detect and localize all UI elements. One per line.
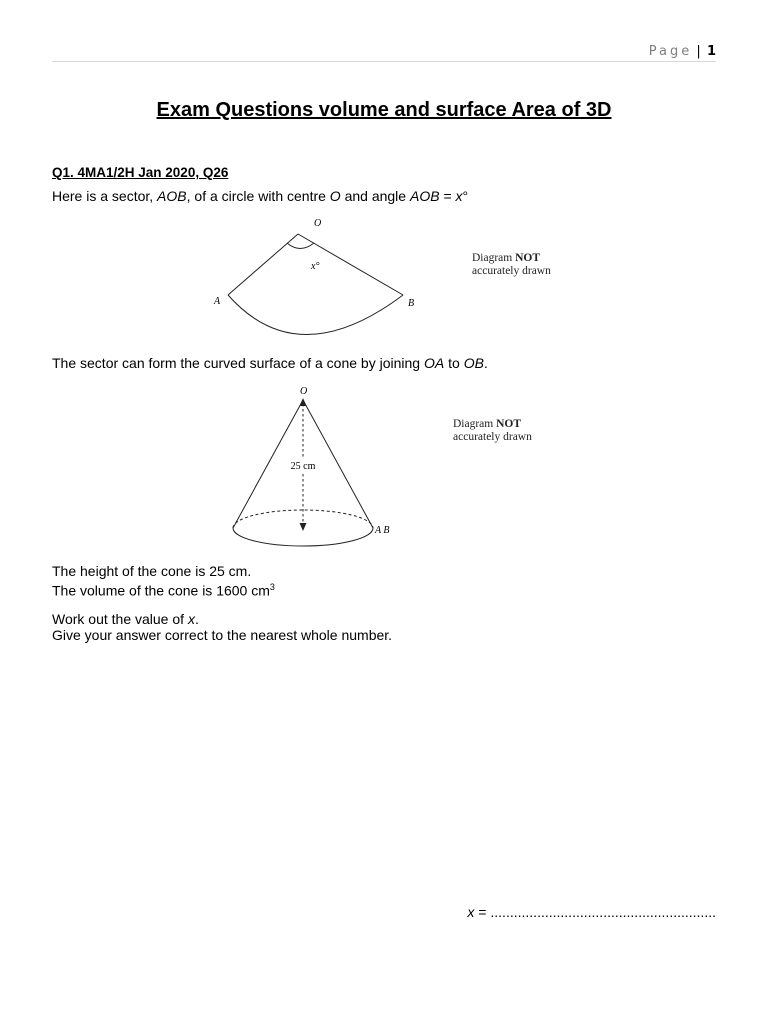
work-part: Work out the value of	[52, 611, 188, 627]
note-bold: NOT	[496, 418, 522, 430]
height-arrow-bottom	[300, 523, 307, 531]
cone-sentence-part: to	[444, 355, 464, 371]
height-label: 25 cm	[290, 461, 316, 472]
label-a: A	[214, 296, 221, 307]
note-bold: NOT	[515, 252, 541, 264]
cone-sentence-ob: OB	[463, 355, 484, 371]
angle-label: x°	[311, 261, 320, 272]
note-prefix: Diagram	[472, 252, 516, 264]
volume-text: The volume of the cone is 1600 cm	[52, 582, 270, 599]
page-title: Exam Questions volume and surface Area of 3D	[156, 99, 612, 121]
cone-sentence-part: The sector can form the curved surface of a cone by joining	[52, 355, 424, 371]
cone-label-o: O	[300, 386, 308, 397]
cone-diagram-note	[453, 418, 532, 444]
cone-sentence-part: .	[483, 355, 488, 371]
page-number: 1	[706, 44, 716, 59]
intro-part: and angle	[340, 188, 410, 204]
volume-superscript: 3	[269, 582, 275, 592]
cone-sentence	[52, 355, 488, 371]
note-prefix: Diagram	[453, 418, 497, 430]
sector-arc	[228, 295, 403, 335]
answer-dotted-field[interactable]: ..........................................................	[490, 904, 716, 920]
page-separator: |	[696, 44, 701, 59]
intro-o: O	[329, 188, 341, 204]
answer-variable: x	[467, 904, 475, 920]
page-word: Page	[648, 44, 693, 59]
cone-sentence-oa: OA	[423, 355, 445, 371]
label-o: O	[314, 218, 322, 229]
label-b: B	[408, 298, 415, 309]
work-part: .	[194, 611, 199, 627]
cone-label-ab: A B	[375, 525, 390, 536]
answer-equals: =	[474, 904, 491, 920]
page-header	[52, 44, 716, 62]
intro-x: x	[455, 188, 463, 204]
work-x: x	[187, 611, 195, 627]
sector-diagram	[200, 212, 430, 347]
intro-part: , of a circle with centre	[186, 188, 330, 204]
intro-text	[52, 188, 468, 204]
height-statement: The height of the cone is 25 cm.	[52, 563, 252, 579]
intro-part: =	[439, 188, 456, 204]
question-heading: Q1. 4MA1/2H Jan 2020, Q26	[52, 165, 229, 180]
cone-diagram	[220, 380, 410, 552]
intro-part: °	[462, 188, 469, 204]
angle-arc	[287, 243, 314, 249]
intro-aob: AOB	[409, 188, 440, 204]
rounding-instruction: Give your answer correct to the nearest whole number.	[52, 627, 393, 643]
intro-aob: AOB	[157, 188, 187, 204]
answer-line	[467, 904, 716, 920]
height-arrow-top	[300, 398, 307, 406]
note-line2: accurately drawn	[472, 265, 551, 277]
volume-statement	[52, 579, 275, 599]
sector-diagram-note	[472, 252, 551, 278]
note-line2: accurately drawn	[453, 431, 532, 443]
work-out-instruction	[52, 611, 199, 627]
intro-part: Here is a sector,	[52, 188, 158, 204]
